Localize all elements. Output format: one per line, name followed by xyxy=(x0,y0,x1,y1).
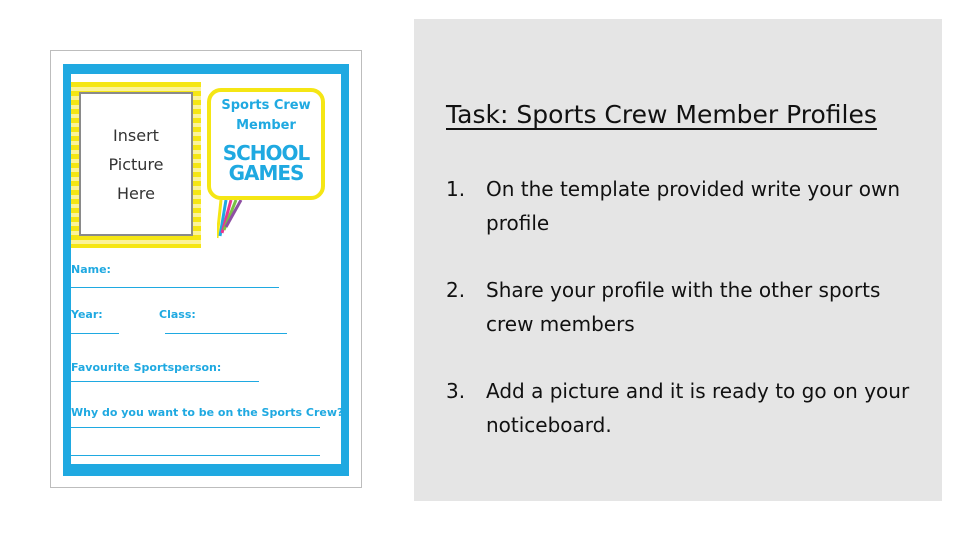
year-label: Year: xyxy=(71,308,103,321)
task-steps-list xyxy=(446,172,916,475)
favourite-sportsperson-label: Favourite Sportsperson: xyxy=(71,361,222,374)
task-step-1-number: 1. xyxy=(446,177,466,201)
photo-frame xyxy=(71,82,201,248)
sports-crew-badge xyxy=(207,88,325,200)
badge-title-line2: Member xyxy=(236,118,296,133)
photo-placeholder[interactable] xyxy=(79,92,193,236)
task-step-1-text: On the template provided write your own profile xyxy=(486,177,900,235)
task-title: Task: Sports Crew Member Profiles xyxy=(446,100,877,129)
class-label: Class: xyxy=(159,308,196,321)
why-join-line-1[interactable] xyxy=(71,427,320,428)
template-blue-border xyxy=(63,64,349,476)
badge-title-line1: Sports Crew xyxy=(221,98,311,113)
name-line[interactable] xyxy=(71,287,279,288)
badge-tail-stripes-icon xyxy=(217,200,247,240)
template-body xyxy=(71,74,344,464)
why-join-line-2[interactable] xyxy=(71,455,320,456)
task-step-2 xyxy=(446,273,916,341)
year-line[interactable] xyxy=(71,333,119,334)
name-label: Name: xyxy=(71,263,111,276)
why-join-label: Why do you want to be on the Sports Crew? xyxy=(71,406,344,419)
class-line[interactable] xyxy=(165,333,287,334)
photo-placeholder-line3: Here xyxy=(117,183,155,203)
task-step-2-number: 2. xyxy=(446,278,466,302)
photo-placeholder-line1: Insert xyxy=(113,125,159,145)
task-step-1 xyxy=(446,172,916,240)
photo-placeholder-line2: Picture xyxy=(108,154,164,174)
school-games-logo-line2: GAMES xyxy=(228,161,304,185)
school-games-logo-line1: SCHOOL xyxy=(222,141,310,165)
profile-template-card xyxy=(50,50,362,488)
task-step-3-text: Add a picture and it is ready to go on your noticeboard. xyxy=(486,379,910,437)
task-step-2-text: Share your profile with the other sports crew members xyxy=(486,278,881,336)
task-step-3-number: 3. xyxy=(446,379,466,403)
task-step-3 xyxy=(446,374,916,442)
favourite-sportsperson-line[interactable] xyxy=(71,381,259,382)
